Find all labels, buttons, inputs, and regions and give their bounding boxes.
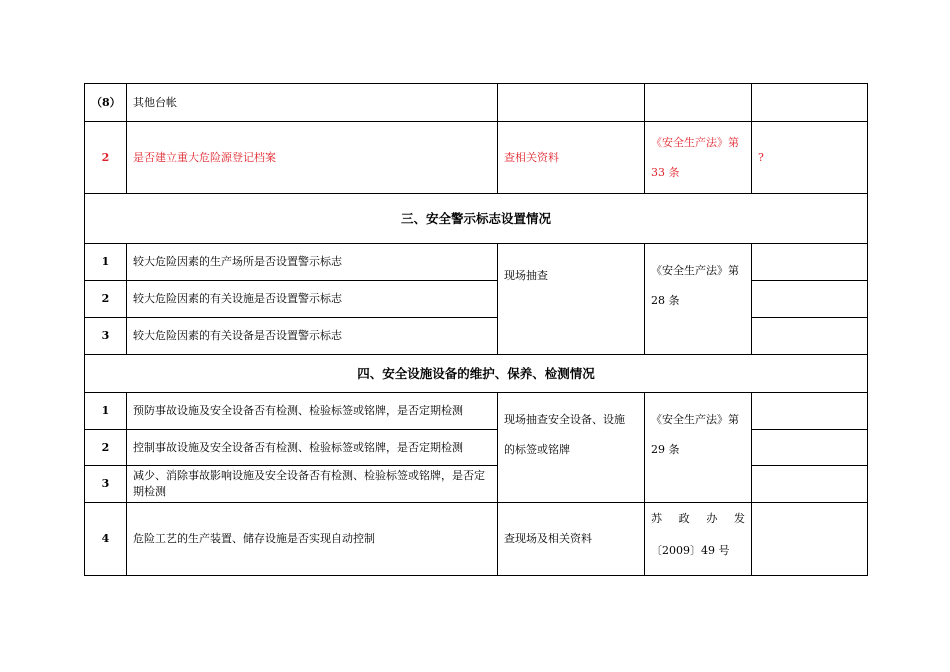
check-item: 控制事故设施及安全设备否有检测、检验标签或铭牌，是否定期检测	[127, 430, 498, 466]
check-result	[752, 393, 868, 430]
check-result	[752, 318, 868, 355]
table-row	[85, 503, 868, 576]
row-number: 1	[85, 393, 127, 430]
row-number: 2	[85, 122, 127, 194]
check-method: 现场抽查	[498, 244, 645, 355]
check-item: 较大危险因素的有关设备是否设置警示标志	[127, 318, 498, 355]
check-basis	[645, 84, 752, 122]
basis-line: 29 条	[651, 443, 680, 456]
row-number: 1	[85, 244, 127, 281]
section-header-row	[85, 194, 868, 244]
table-row	[85, 244, 868, 281]
check-item: 危险工艺的生产装置、储存设施是否实现自动控制	[127, 503, 498, 576]
basis-line: 33 条	[651, 165, 680, 179]
check-item: 是否建立重大危险源登记档案	[127, 122, 498, 194]
section-title: 四、安全设施设备的维护、保养、检测情况	[85, 355, 868, 393]
method-line: 现场抽查安全设备、设施	[504, 413, 625, 426]
method-line: 的标签或铭牌	[504, 443, 570, 456]
check-result	[752, 244, 868, 281]
check-item: 较大危险因素的生产场所是否设置警示标志	[127, 244, 498, 281]
check-item: 减少、消除事故影响设施及安全设备否有检测、检验标签或铭牌，是否定期检测	[127, 466, 498, 503]
section-header-row	[85, 355, 868, 393]
basis-line: 〔2009〕49 号	[651, 544, 730, 557]
check-basis	[645, 122, 752, 194]
check-item: 预防事故设施及安全设备否有检测、检验标签或铭牌，是否定期检测	[127, 393, 498, 430]
row-number: 3	[85, 318, 127, 355]
row-number: 3	[85, 466, 127, 503]
inspection-table	[84, 83, 868, 576]
basis-line: 《安全生产法》第	[651, 413, 739, 426]
check-result: ?	[752, 122, 868, 194]
check-result	[752, 503, 868, 576]
check-method: 查现场及相关资料	[498, 503, 645, 576]
table-row	[85, 122, 868, 194]
table-row	[85, 393, 868, 430]
check-result	[752, 84, 868, 122]
check-result	[752, 281, 868, 318]
basis-line: 《安全生产法》第	[651, 264, 739, 277]
check-item: 其他台帐	[127, 84, 498, 122]
row-number: （8）	[85, 84, 127, 122]
check-result	[752, 466, 868, 503]
check-basis	[645, 503, 752, 576]
basis-line: 《安全生产法》第	[651, 135, 739, 149]
check-basis	[645, 244, 752, 355]
row-number: 4	[85, 503, 127, 576]
row-number: 2	[85, 281, 127, 318]
check-item: 较大危险因素的有关设施是否设置警示标志	[127, 281, 498, 318]
check-basis	[645, 393, 752, 503]
section-title: 三、安全警示标志设置情况	[85, 194, 868, 244]
check-method: 查相关资料	[498, 122, 645, 194]
basis-line: 苏 政 办 发	[651, 512, 745, 525]
basis-line: 28 条	[651, 294, 680, 307]
row-number: 2	[85, 430, 127, 466]
table-row	[85, 84, 868, 122]
check-method	[498, 393, 645, 503]
check-method	[498, 84, 645, 122]
check-result	[752, 430, 868, 466]
